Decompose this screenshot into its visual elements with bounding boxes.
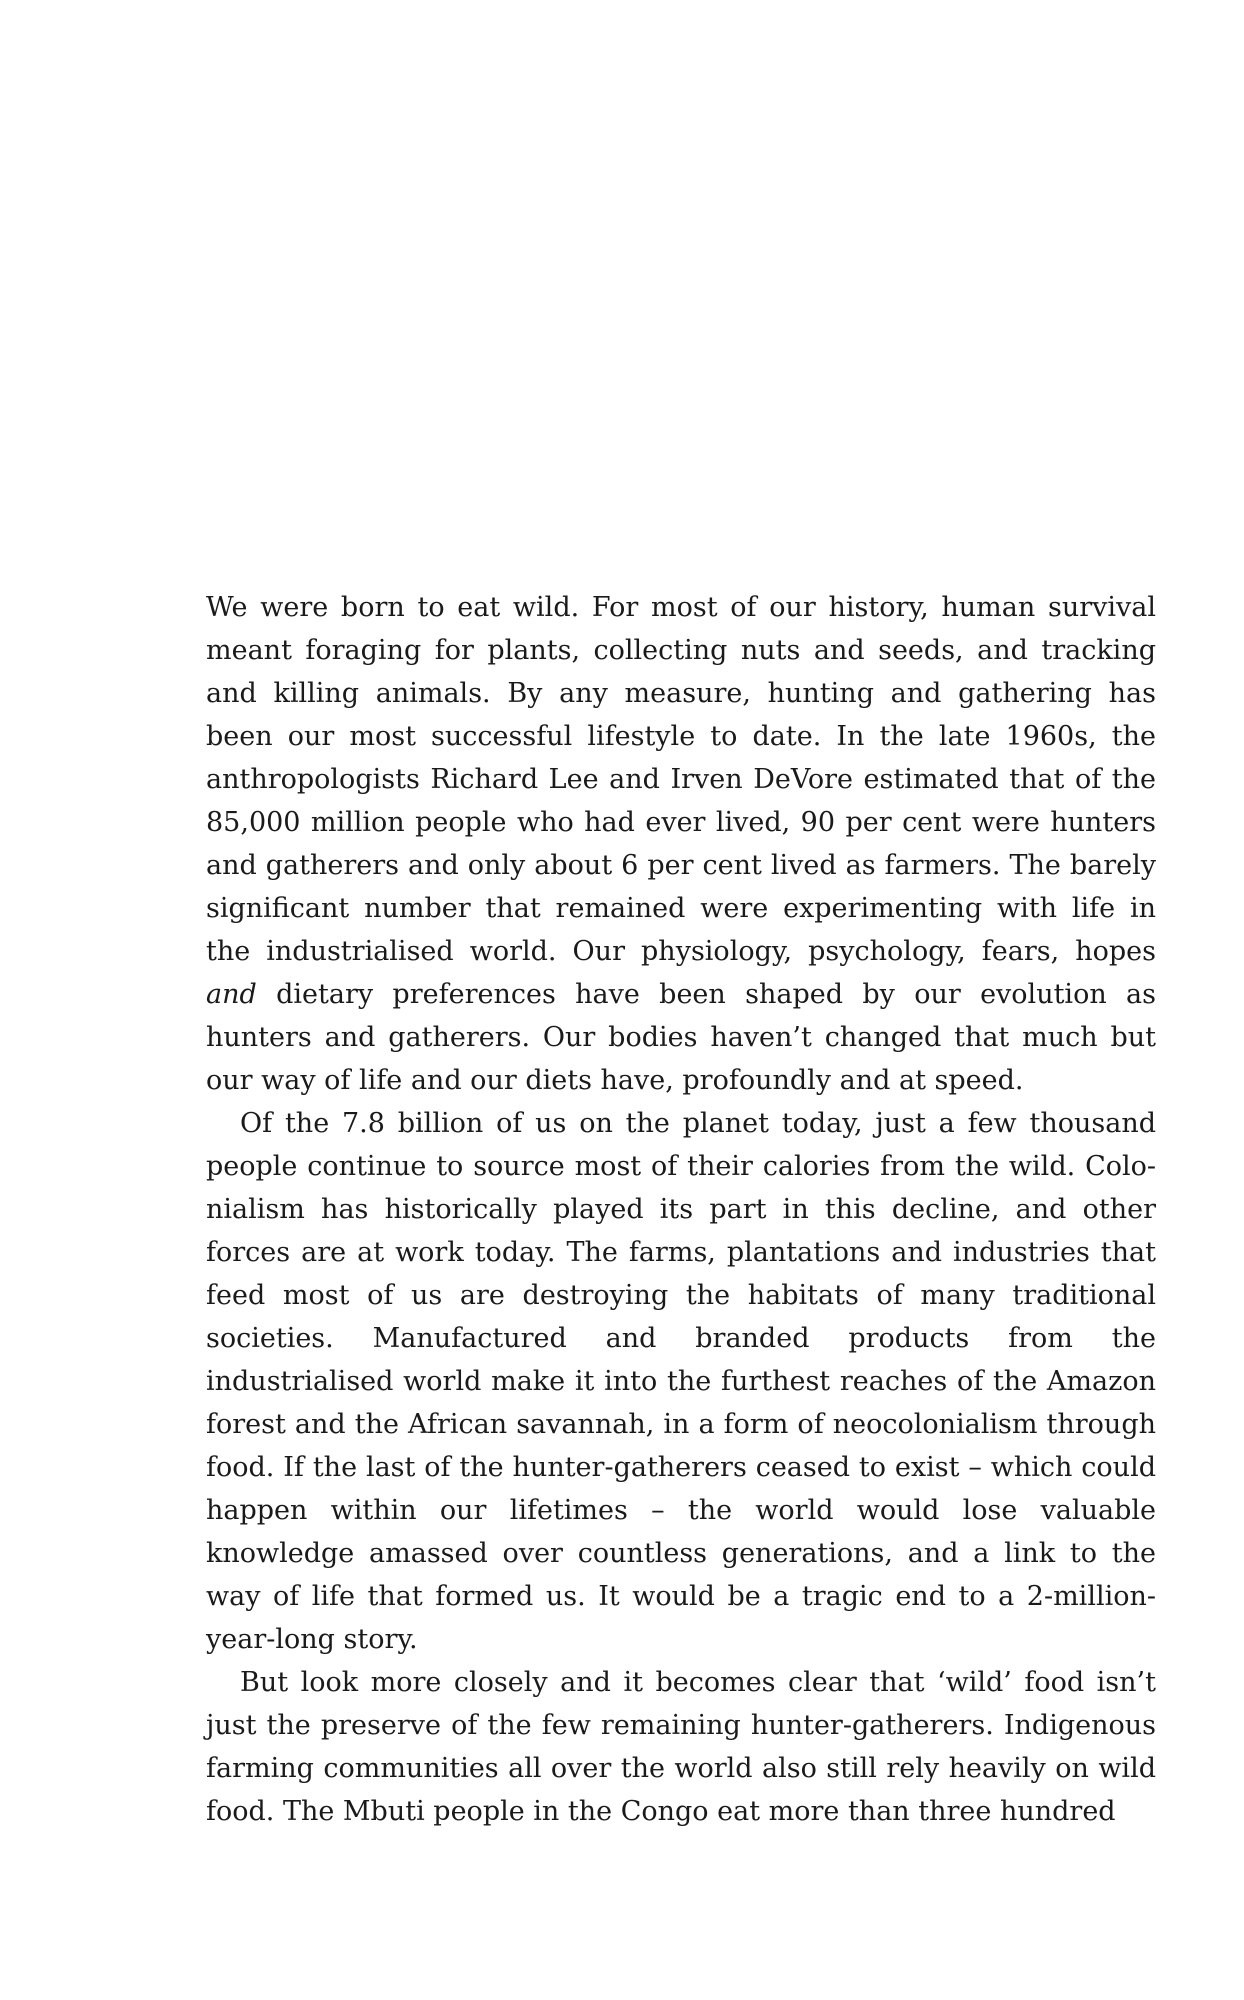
paragraph-2: Of the 7.8 billion of us on the planet today, just a few thousand people continue to source most of their calories from the wild. Colonialism has historically played its part in this decline, and other forces are at work today. The farms, plantations and industries that feed most of us are destroying the habitats of many traditional societies. Manufactured and branded products from the industrialised world make it into the furthest reaches of the Amazon forest and the African savannah, in a form of neocolonialism through food. If the last of the hunter-gatherers ceased to exist – which could happen within our lifetimes – the world would lose valuable knowledge amassed over countless generations, and a link to the way of life that formed us. It would be a tragic end to a 2-million-year-long story.	[206, 1108, 1156, 1655]
paragraph-1-text-b: dietary preferences have been shaped by our evolution as hunters and gatherers. Our bodies haven’t changed that much but our way of life and our diets have, profoundly and at speed.	[206, 979, 1156, 1096]
paragraph-1-italic-and: and	[206, 979, 257, 1010]
body-text	[206, 586, 1156, 1833]
paragraph-1	[206, 586, 1156, 1102]
paragraph-1-text-a: We were born to eat wild. For most of our history, human survival meant foraging for plants, collecting nuts and seeds, and tracking and killing animals. By any measure, hunting and gathering has been our most successful lifestyle to date. In the late 1960s, the anthropologists Richard Lee and Irven DeVore estimated that of the 85,000 million people who had ever lived, 90 per cent were hunters and gatherers and only about 6 per cent lived as farmers. The barely significant number that remained were experimenting with life in the industrialised world. Our physiology, psychology, fears, hopes	[206, 592, 1156, 967]
paragraph-3: But look more closely and it becomes clear that ‘wild’ food isn’t just the preserve of the few remaining hunter-gatherers. Indigenous farming communities all over the world also still rely heavily on wild food. The Mbuti people in the Congo eat more than three hundred	[206, 1667, 1156, 1827]
